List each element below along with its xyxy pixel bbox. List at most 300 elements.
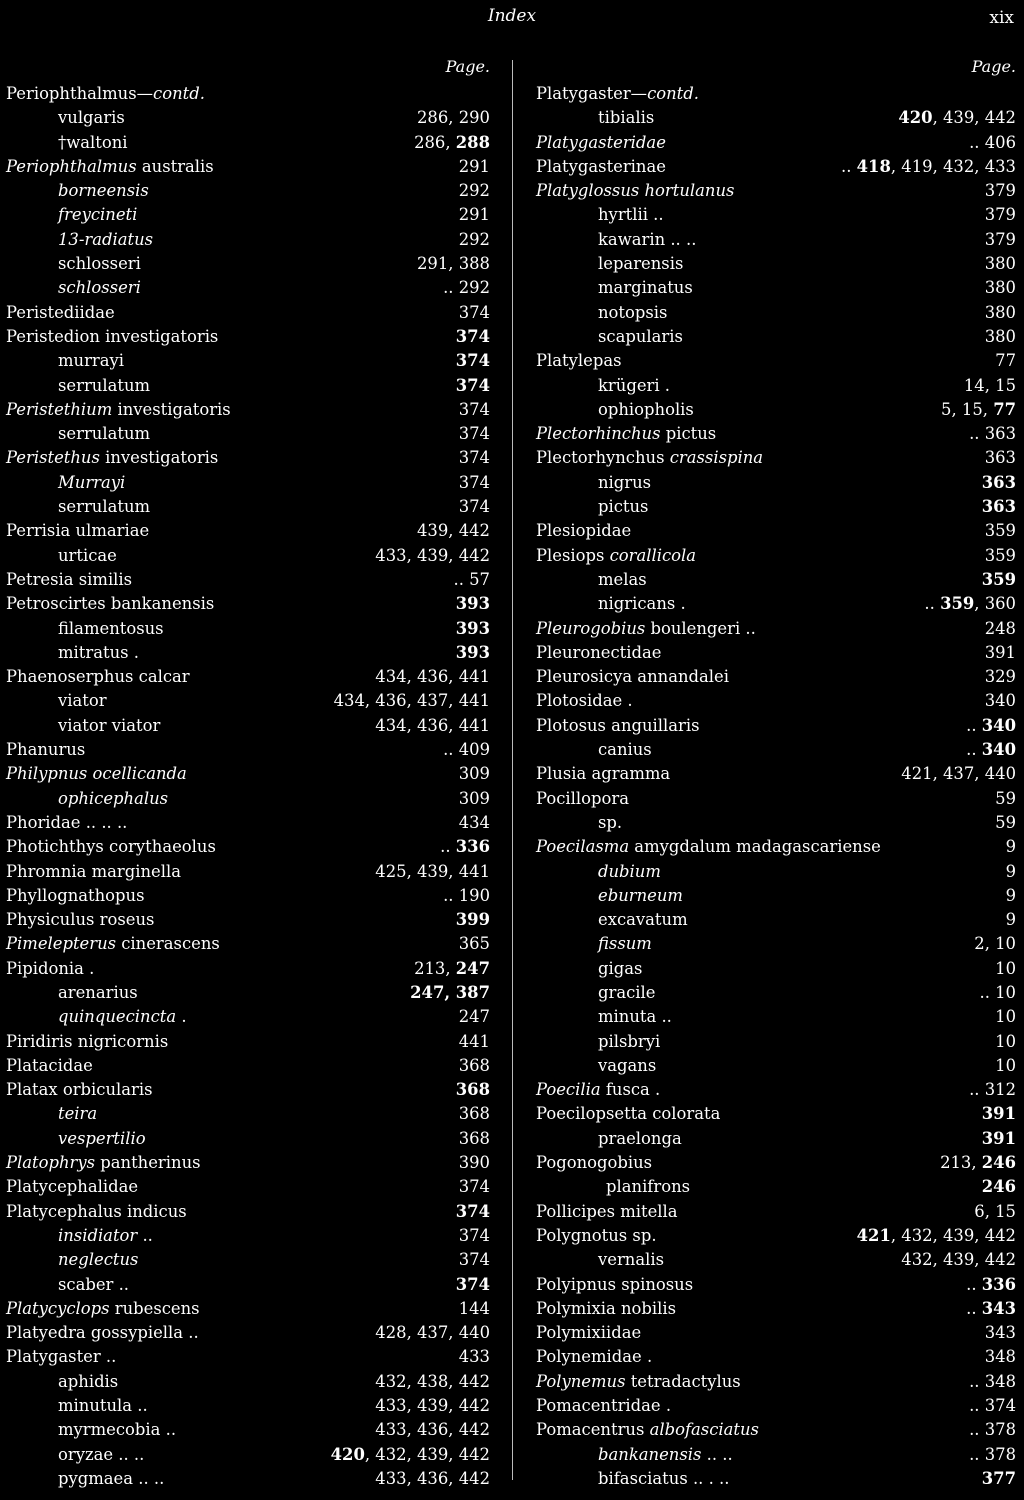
page-ref: .. 57 [453, 569, 490, 589]
index-entry [536, 617, 1018, 641]
term-segment: australis [136, 156, 214, 176]
index-entry [536, 495, 1018, 519]
index-entry [6, 471, 492, 495]
page-ref: 6, 15 [974, 1201, 1016, 1221]
entry-pages [459, 398, 490, 422]
index-entry [536, 1224, 1018, 1248]
term-segment: krügeri . [598, 375, 671, 395]
index-entry [6, 1467, 492, 1491]
entry-pages [459, 495, 490, 519]
entry-pages [459, 1224, 490, 1248]
page-ref: .. 374 [969, 1396, 1016, 1416]
page-ref: 433, 439, 442 [375, 1396, 490, 1416]
page-ref: 291 [458, 205, 490, 225]
entry-pages [985, 1321, 1016, 1345]
term-segment: fissum [598, 934, 652, 954]
term-segment: myrmecobia .. [58, 1420, 177, 1440]
page-ref-bold: 359 [940, 594, 975, 614]
entry-term [6, 762, 187, 786]
entry-pages [375, 1394, 490, 1418]
entry-term [598, 932, 652, 956]
term-segment: aphidis [58, 1371, 119, 1391]
page-ref-bold: 359 [981, 569, 1016, 589]
entry-pages [1006, 908, 1016, 932]
entry-term [598, 884, 683, 908]
entry-pages [995, 349, 1016, 373]
page-ref: 374 [458, 302, 490, 322]
index-entry [536, 1102, 1018, 1126]
index-entry [536, 1151, 1018, 1175]
term-segment: Platygaster .. [6, 1347, 117, 1367]
index-entry [536, 203, 1018, 227]
entry-pages [966, 1297, 1016, 1321]
index-entry [6, 228, 492, 252]
entry-pages [985, 203, 1016, 227]
entry-term [6, 957, 94, 981]
term-segment: serrulatum [58, 497, 151, 517]
term-segment: Poecilia [536, 1080, 601, 1100]
entry-term [598, 568, 647, 592]
column-divider [512, 60, 513, 1480]
entry-pages [995, 1054, 1016, 1078]
index-entry [6, 544, 492, 568]
entry-pages [375, 1370, 490, 1394]
page-ref: 434, 436, 441 [375, 667, 490, 687]
term-segment: minuta .. [598, 1007, 672, 1027]
term-segment: serrulatum [58, 375, 151, 395]
entry-pages [456, 641, 490, 665]
index-entry [536, 446, 1018, 470]
term-segment: Petresia similis [6, 569, 133, 589]
index-entry [6, 981, 492, 1005]
index-entry [536, 1030, 1018, 1054]
index-entry [6, 446, 492, 470]
page-ref: 359 [984, 545, 1016, 565]
entry-term [598, 301, 667, 325]
term-segment: vagans [598, 1055, 657, 1075]
entry-term [6, 1078, 153, 1102]
term-segment: Platygasterinae [536, 156, 666, 176]
entry-pages [459, 228, 490, 252]
entry-pages [459, 1030, 490, 1054]
entry-term [536, 1200, 678, 1224]
index-entry [6, 689, 492, 713]
entry-term [58, 179, 149, 203]
index-entry [536, 398, 1018, 422]
entry-term [6, 155, 214, 179]
index-entry [536, 1345, 1018, 1369]
entry-list [6, 82, 492, 1491]
index-entry [536, 762, 1018, 786]
index-entry [6, 1151, 492, 1175]
index-entry [536, 592, 1018, 616]
page-ref-bold: 374 [455, 1201, 490, 1221]
index-entry [536, 422, 1018, 446]
term-segment: Platycephalidae [6, 1177, 139, 1197]
entry-pages [985, 446, 1016, 470]
entry-pages [417, 106, 490, 130]
entry-pages [985, 544, 1016, 568]
page-ref-bold: 368 [455, 1080, 490, 1100]
page-ref-bold: 420 [898, 108, 933, 128]
term-segment: Phoridae .. .. .. [6, 812, 128, 832]
index-entry [536, 1005, 1018, 1029]
page-ref: 432, 438, 442 [375, 1371, 490, 1391]
term-segment: Platylepas [536, 351, 622, 371]
entry-term [58, 1370, 118, 1394]
entry-pages [459, 155, 490, 179]
term-segment: Polygnotus sp. [536, 1225, 657, 1245]
index-entry [6, 1030, 492, 1054]
page-ref: 374 [458, 1225, 490, 1245]
page-ref: 432, 439, 442 [901, 1250, 1016, 1270]
page-ref-bold: 336 [455, 837, 490, 857]
entry-term [6, 835, 216, 859]
page-ref: 374 [458, 448, 490, 468]
term-segment: tibialis [598, 108, 655, 128]
entry-pages [966, 738, 1016, 762]
entry-pages [456, 908, 490, 932]
index-entry [6, 1224, 492, 1248]
index-entry [536, 738, 1018, 762]
entry-pages [459, 787, 490, 811]
entry-term [58, 1273, 129, 1297]
index-entry [6, 1443, 492, 1467]
entry-pages [901, 1248, 1016, 1272]
term-segment: nigricans . [598, 594, 686, 614]
entry-pages [985, 252, 1016, 276]
term-segment: Platacidae [6, 1055, 93, 1075]
entry-term [6, 860, 181, 884]
index-entry [6, 1102, 492, 1126]
entry-term [536, 155, 666, 179]
index-entry [6, 495, 492, 519]
term-segment: teira [58, 1104, 98, 1124]
index-entry [6, 349, 492, 373]
page-ref: 309 [458, 788, 490, 808]
page-ref: 433, 439, 442 [375, 545, 490, 565]
page-ref: 291, 388 [417, 254, 490, 274]
term-segment: cinerascens [116, 934, 220, 954]
entry-term [536, 665, 729, 689]
entry-term [6, 1345, 116, 1369]
page-ref: 348 [984, 1347, 1016, 1367]
index-entry [6, 617, 492, 641]
entry-pages [456, 592, 490, 616]
index-entry [6, 811, 492, 835]
term-segment: investigatoris [99, 448, 219, 468]
entry-pages [375, 1467, 490, 1491]
term-segment: vespertilio [58, 1128, 146, 1148]
term-segment: nigrus [598, 472, 652, 492]
page-ref: .. [966, 1274, 982, 1294]
term-segment: Platycyclops [6, 1298, 110, 1318]
index-entry [6, 155, 492, 179]
term-segment: Pomacentrus [536, 1420, 650, 1440]
term-segment: Murrayi [58, 472, 126, 492]
entry-pages [924, 592, 1016, 616]
page-ref: 434 [458, 812, 490, 832]
term-segment: Platygaster— [536, 84, 648, 103]
entry-term [536, 714, 700, 738]
entry-term [58, 422, 150, 446]
page-ref-bold: 77 [993, 399, 1016, 419]
page-ref: .. [966, 1298, 982, 1318]
entry-pages [459, 1102, 490, 1126]
page-ref: 433, 436, 442 [375, 1420, 490, 1440]
entry-term [598, 374, 670, 398]
running-header-title: Index [487, 6, 537, 26]
term-segment: mitratus . [58, 642, 139, 662]
entry-term [58, 1127, 146, 1151]
entry-pages [459, 1345, 490, 1369]
entry-pages [1006, 860, 1016, 884]
page-ref-bold: 399 [455, 910, 490, 930]
entry-term [536, 1345, 652, 1369]
index-entry [6, 276, 492, 300]
page-ref: 309 [458, 764, 490, 784]
page-ref: 59 [995, 788, 1016, 808]
entry-pages [375, 1321, 490, 1345]
term-segment: schlosseri [58, 254, 141, 274]
page-ref-bold: 391 [981, 1128, 1016, 1148]
page-ref: .. 409 [443, 740, 490, 760]
entry-term [536, 446, 763, 470]
index-entry [6, 301, 492, 325]
page-ref-bold: 391 [981, 1104, 1016, 1124]
page-ref: 433, 436, 442 [375, 1468, 490, 1488]
entry-term [58, 1467, 164, 1491]
term-segment: contd. [647, 84, 699, 103]
term-segment: insidiator [58, 1225, 138, 1245]
entry-term [58, 203, 137, 227]
page-ref-bold: 246 [981, 1177, 1016, 1197]
entry-pages [857, 1224, 1016, 1248]
page-ref-bold: 247, 387 [410, 982, 490, 1002]
page-ref: 374 [458, 424, 490, 444]
page-ref: 380 [984, 278, 1016, 298]
index-entry [536, 1370, 1018, 1394]
term-segment: pantherinus [95, 1153, 201, 1173]
page-ref: 380 [984, 302, 1016, 322]
entry-pages [443, 276, 490, 300]
entry-pages [969, 1394, 1016, 1418]
index-entry [536, 787, 1018, 811]
page-ref: 379 [984, 205, 1016, 225]
term-segment: Plectorhinchus [536, 424, 661, 444]
entry-pages [459, 446, 490, 470]
entry-term [598, 495, 648, 519]
page-ref: 425, 439, 441 [375, 861, 490, 881]
index-entry [536, 374, 1018, 398]
page-ref: .. [440, 837, 456, 857]
term-segment: albofasciatus [649, 1420, 759, 1440]
entry-pages [410, 981, 490, 1005]
entry-term [6, 908, 154, 932]
entry-pages [969, 422, 1016, 446]
term-segment: pictus [598, 497, 649, 517]
entry-pages [995, 957, 1016, 981]
entry-term [598, 738, 652, 762]
entry-term [536, 835, 881, 859]
index-entry [6, 1394, 492, 1418]
page-ref: .. [966, 740, 982, 760]
entry-pages [974, 932, 1016, 956]
term-segment: Platax orbicularis [6, 1080, 153, 1100]
entry-pages [456, 1078, 490, 1102]
term-segment: contd. [153, 84, 205, 103]
term-segment: .. .. [701, 1444, 733, 1464]
entry-pages [1006, 835, 1016, 859]
page-ref: , 432, 439, 442 [890, 1225, 1016, 1245]
page-ref: 374 [458, 1177, 490, 1197]
entry-pages [985, 519, 1016, 543]
index-entry [6, 932, 492, 956]
entry-pages [456, 349, 490, 373]
term-segment: minutula .. [58, 1396, 148, 1416]
entry-pages [985, 1345, 1016, 1369]
entry-term [536, 617, 756, 641]
index-entry [6, 957, 492, 981]
page-ref: 434, 436, 441 [375, 715, 490, 735]
term-segment: Pogonogobius [536, 1153, 653, 1173]
page-ref: , 360 [974, 594, 1016, 614]
index-entry [6, 1175, 492, 1199]
entry-term [598, 1127, 682, 1151]
term-segment: Pleurosicya annandalei [536, 667, 729, 687]
index-entry [6, 1005, 492, 1029]
entry-term [6, 325, 218, 349]
page-ref: 10 [995, 958, 1016, 978]
term-segment: Phanurus [6, 740, 86, 760]
page-ref: , 419, 432, 433 [890, 156, 1016, 176]
term-segment: Plusia agramma [536, 764, 671, 784]
entry-pages [964, 374, 1016, 398]
term-segment: Platyglossus hortulanus [536, 181, 735, 201]
entry-pages [982, 1467, 1016, 1491]
page-ref: 9 [1005, 910, 1016, 930]
entry-term [536, 1151, 652, 1175]
entry-term [58, 471, 125, 495]
entry-term [536, 349, 622, 373]
entry-pages [985, 665, 1016, 689]
index-entry [536, 641, 1018, 665]
entry-term [536, 1370, 741, 1394]
term-segment: Polyipnus spinosus [536, 1274, 694, 1294]
index-entry [536, 1078, 1018, 1102]
entry-pages [414, 131, 490, 155]
page-ref: 248 [984, 618, 1016, 638]
index-entry [536, 1248, 1018, 1272]
entry-term [536, 1297, 676, 1321]
page-ref-bold: 374 [455, 351, 490, 371]
term-segment: . [176, 1007, 187, 1027]
term-segment: scaber .. [58, 1274, 130, 1294]
index-entry [536, 544, 1018, 568]
entry-pages [443, 738, 490, 762]
page-column-heading: Page. [971, 57, 1016, 76]
term-segment: Photichthys corythaeolus [6, 837, 216, 857]
entry-pages [459, 301, 490, 325]
entry-term [58, 1102, 97, 1126]
index-entry [6, 179, 492, 203]
term-segment: boulengeri .. [645, 618, 756, 638]
term-segment: investigatoris [112, 399, 231, 419]
entry-term [6, 1175, 138, 1199]
term-segment: serrulatum [58, 424, 151, 444]
entry-pages [985, 301, 1016, 325]
term-segment: Polymixiidae [536, 1323, 642, 1343]
index-entry [6, 325, 492, 349]
page-ref: 14, 15 [963, 375, 1016, 395]
page-ref: 374 [458, 1250, 490, 1270]
entry-term [536, 519, 631, 543]
entry-pages [443, 884, 490, 908]
entry-term [6, 398, 231, 422]
entry-pages [985, 179, 1016, 203]
entry-term [6, 1200, 187, 1224]
term-segment: †waltoni [58, 132, 128, 152]
page-ref: .. [841, 156, 857, 176]
entry-term [536, 179, 734, 203]
page-ref: 374 [458, 472, 490, 492]
entry-pages [966, 1273, 1016, 1297]
term-segment: notopsis [598, 302, 668, 322]
entry-term [58, 131, 128, 155]
index-entry [536, 1297, 1018, 1321]
term-segment: Periophthalmus [6, 156, 137, 176]
term-segment: Peristedion investigatoris [6, 326, 219, 346]
term-segment: murrayi [58, 351, 125, 371]
entry-term [6, 665, 190, 689]
entry-term [6, 811, 127, 835]
entry-term [598, 325, 683, 349]
entry-pages [459, 179, 490, 203]
entry-term [58, 1394, 148, 1418]
term-segment: viator [58, 691, 107, 711]
page-ref: 379 [984, 229, 1016, 249]
term-segment: Pleuronectidae [536, 642, 662, 662]
index-entry [536, 131, 1018, 155]
entry-pages [456, 617, 490, 641]
term-segment: Poecilopsetta colorata [536, 1104, 721, 1124]
index-entry [536, 1321, 1018, 1345]
entry-pages [456, 1273, 490, 1297]
page-ref: 286, [414, 132, 456, 152]
entry-term [536, 82, 699, 106]
entry-term [598, 811, 622, 835]
page-ref: , 432, 439, 442 [364, 1444, 490, 1464]
term-segment: Peristethus [6, 448, 100, 468]
entry-list [536, 82, 1018, 1491]
term-segment: filamentosus [58, 618, 164, 638]
page-ref-bold: 374 [455, 1274, 490, 1294]
index-entry [536, 349, 1018, 373]
entry-pages [459, 762, 490, 786]
entry-pages [375, 860, 490, 884]
page-ref-bold: 363 [981, 472, 1016, 492]
entry-term [598, 908, 688, 932]
entry-term [58, 617, 164, 641]
page-ref-bold: 421 [856, 1225, 891, 1245]
entry-term [58, 689, 107, 713]
entry-term [598, 1054, 656, 1078]
term-segment: Pomacentridae . [536, 1396, 672, 1416]
page-ref: 10 [995, 1007, 1016, 1027]
index-entry [536, 835, 1018, 859]
page-ref-bold: 343 [981, 1298, 1016, 1318]
page-ref-bold: 336 [981, 1274, 1016, 1294]
